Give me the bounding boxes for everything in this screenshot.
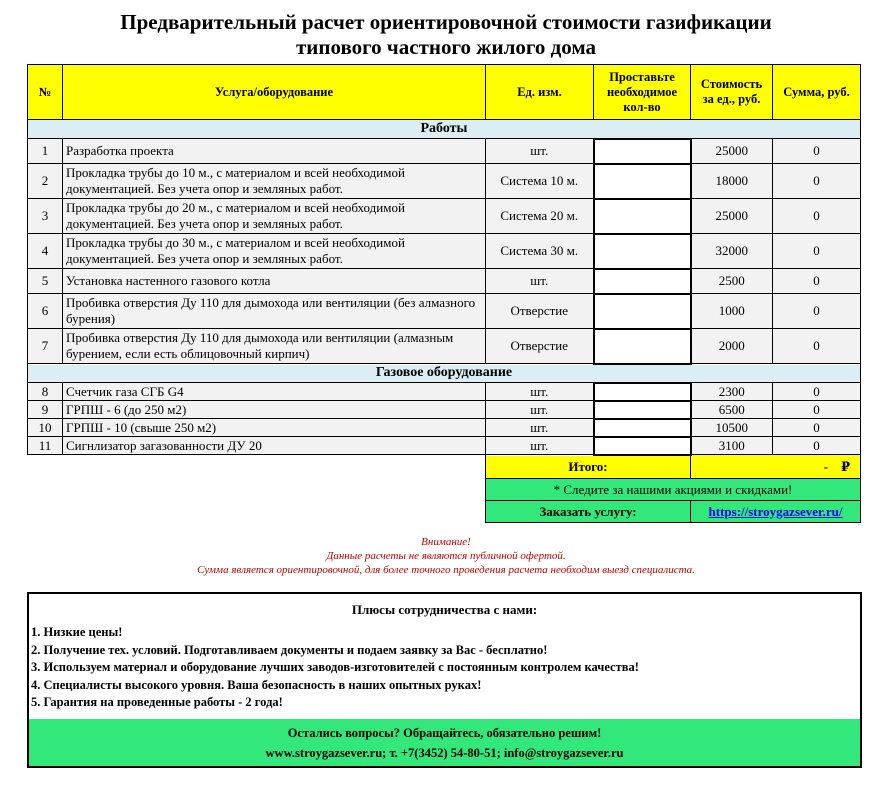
row-sum: 0 <box>773 164 861 199</box>
benefits-list <box>29 624 860 712</box>
total-amount: - <box>823 458 828 474</box>
list-item: 1. Низкие цены! <box>31 625 123 639</box>
row-service: Установка настенного газового котла <box>63 269 486 294</box>
row-price: 25000 <box>691 139 773 164</box>
row-sum: 0 <box>773 139 861 164</box>
row-price: 1000 <box>691 294 773 329</box>
total-row <box>28 455 861 479</box>
row-price: 18000 <box>691 164 773 199</box>
row-service: Прокладка трубы до 10 м., с материалом и всей необходимой документацией. Без учета опор и земляных работ. <box>63 164 486 199</box>
row-sum: 0 <box>773 401 861 419</box>
table-row <box>28 199 861 234</box>
header-service: Услуга/оборудование <box>63 65 486 120</box>
quantity-input-cell[interactable] <box>594 269 691 294</box>
row-num: 4 <box>28 234 63 269</box>
quantity-input-cell[interactable] <box>594 383 691 401</box>
notice-line-1: Данные расчеты не являются публичной офертой. <box>326 550 566 562</box>
header-qty: Проставьте необходимое кол-во <box>594 65 691 120</box>
row-unit: Отверстие <box>486 294 594 329</box>
row-service: Разработка проекта <box>63 139 486 164</box>
row-num: 11 <box>28 437 63 455</box>
header-unit: Ед. изм. <box>486 65 594 120</box>
row-unit: Отверстие <box>486 329 594 364</box>
total-label: Итого: <box>486 455 691 479</box>
row-num: 1 <box>28 139 63 164</box>
total-value <box>691 455 861 479</box>
row-price: 10500 <box>691 419 773 437</box>
row-unit: шт. <box>486 437 594 455</box>
row-num: 10 <box>28 419 63 437</box>
row-price: 2300 <box>691 383 773 401</box>
notice-line-2: Сумма является ориентировочной, для более точного проведения расчета необходим выезд специалиста. <box>197 564 695 576</box>
quantity-input-cell[interactable] <box>594 401 691 419</box>
row-num: 7 <box>28 329 63 364</box>
promo-text: * Следите за нашими акциями и скидками! <box>486 479 861 501</box>
row-price: 25000 <box>691 199 773 234</box>
order-link[interactable]: https://stroygazsever.ru/ <box>708 503 843 519</box>
table-row <box>28 419 861 437</box>
order-label: Заказать услугу: <box>486 501 691 523</box>
total-currency: ₽ <box>840 458 850 474</box>
row-service: Прокладка трубы до 20 м., с материалом и всей необходимой документацией. Без учета опор и земляных работ. <box>63 199 486 234</box>
list-item: 5. Гарантия на проведенные работы - 2 года! <box>31 695 283 709</box>
page-title <box>0 10 892 60</box>
table-row <box>28 269 861 294</box>
row-num: 5 <box>28 269 63 294</box>
row-unit: Система 30 м. <box>486 234 594 269</box>
header-price: Стоимость за ед., руб. <box>691 65 773 120</box>
row-unit: шт. <box>486 383 594 401</box>
section-equipment: Газовое оборудование <box>28 364 861 383</box>
row-num: 3 <box>28 199 63 234</box>
order-row <box>28 501 861 523</box>
row-service: ГРПШ - 6 (до 250 м2) <box>63 401 486 419</box>
row-num: 6 <box>28 294 63 329</box>
benefits-title: Плюсы сотрудничества с нами: <box>351 602 538 617</box>
header-sum: Сумма, руб. <box>773 65 861 120</box>
row-unit: шт. <box>486 139 594 164</box>
table-row <box>28 437 861 455</box>
table-row <box>28 234 861 269</box>
row-num: 8 <box>28 383 63 401</box>
section-equipment-row <box>28 364 861 383</box>
row-service: Сигнлизатор загазованности ДУ 20 <box>63 437 486 455</box>
quantity-input-cell[interactable] <box>594 234 691 269</box>
order-link-cell <box>691 501 861 523</box>
row-price: 3100 <box>691 437 773 455</box>
quantity-input-cell[interactable] <box>594 329 691 364</box>
table-row <box>28 164 861 199</box>
promo-row <box>28 479 861 501</box>
row-unit: шт. <box>486 401 594 419</box>
row-price: 6500 <box>691 401 773 419</box>
row-service: Счетчик газа СГБ G4 <box>63 383 486 401</box>
table-header-row <box>28 65 861 120</box>
row-sum: 0 <box>773 383 861 401</box>
list-item: 2. Получение тех. условий. Подготавливаем документы и подаем заявку за Вас - бесплатно! <box>31 642 548 657</box>
row-service: ГРПШ - 10 (свыше 250 м2) <box>63 419 486 437</box>
footer-contacts: www.stroygazsever.ru; т. +7(3452) 54-80-51; info@stroygazsever.ru <box>265 746 624 760</box>
title-line-2: типового частного жилого дома <box>295 35 597 59</box>
list-item: 3. Используем материал и оборудование лучших заводов-изготовителей с постоянным контролем качества! <box>31 660 639 674</box>
row-unit: Система 20 м. <box>486 199 594 234</box>
row-sum: 0 <box>773 294 861 329</box>
row-sum: 0 <box>773 419 861 437</box>
title-line-1: Предварительный расчет ориентировочной стоимости газификации <box>120 10 772 34</box>
row-service: Пробивка отверстия Ду 110 для дымохода или вентиляции (алмазным бурением, если есть облицовочный кирпич) <box>63 329 486 364</box>
contact-footer <box>29 719 860 766</box>
row-num: 9 <box>28 401 63 419</box>
table-row <box>28 383 861 401</box>
section-works-row <box>28 120 861 139</box>
quantity-input-cell[interactable] <box>594 419 691 437</box>
row-num: 2 <box>28 164 63 199</box>
row-price: 2500 <box>691 269 773 294</box>
row-unit: Система 10 м. <box>486 164 594 199</box>
quantity-input-cell[interactable] <box>594 164 691 199</box>
table-row <box>28 294 861 329</box>
section-works: Работы <box>28 120 861 139</box>
row-price: 2000 <box>691 329 773 364</box>
header-num: № <box>28 65 63 120</box>
notice-heading: Внимание! <box>421 536 471 548</box>
row-price: 32000 <box>691 234 773 269</box>
table-row <box>28 401 861 419</box>
row-sum: 0 <box>773 269 861 294</box>
row-unit: шт. <box>486 269 594 294</box>
row-service: Пробивка отверстия Ду 110 для дымохода или вентиляции (без алмазного бурения) <box>63 294 486 329</box>
row-sum: 0 <box>773 234 861 269</box>
row-sum: 0 <box>773 329 861 364</box>
quantity-input-cell[interactable] <box>594 139 691 164</box>
calculation-table <box>27 64 861 523</box>
quantity-input-cell[interactable] <box>594 199 691 234</box>
notice-block <box>0 535 892 577</box>
table-row <box>28 139 861 164</box>
benefits-box <box>27 592 862 768</box>
row-sum: 0 <box>773 199 861 234</box>
footer-question: Остались вопросы? Обращайтесь, обязательно решим! <box>287 726 602 740</box>
row-sum: 0 <box>773 437 861 455</box>
table-row <box>28 329 861 364</box>
list-item: 4. Специалисты высокого уровня. Ваша безопасность в наших опытных руках! <box>31 677 482 692</box>
row-service: Прокладка трубы до 30 м., с материалом и всей необходимой документацией. Без учета опор и земляных работ. <box>63 234 486 269</box>
quantity-input-cell[interactable] <box>594 294 691 329</box>
quantity-input-cell[interactable] <box>594 437 691 455</box>
row-unit: шт. <box>486 419 594 437</box>
